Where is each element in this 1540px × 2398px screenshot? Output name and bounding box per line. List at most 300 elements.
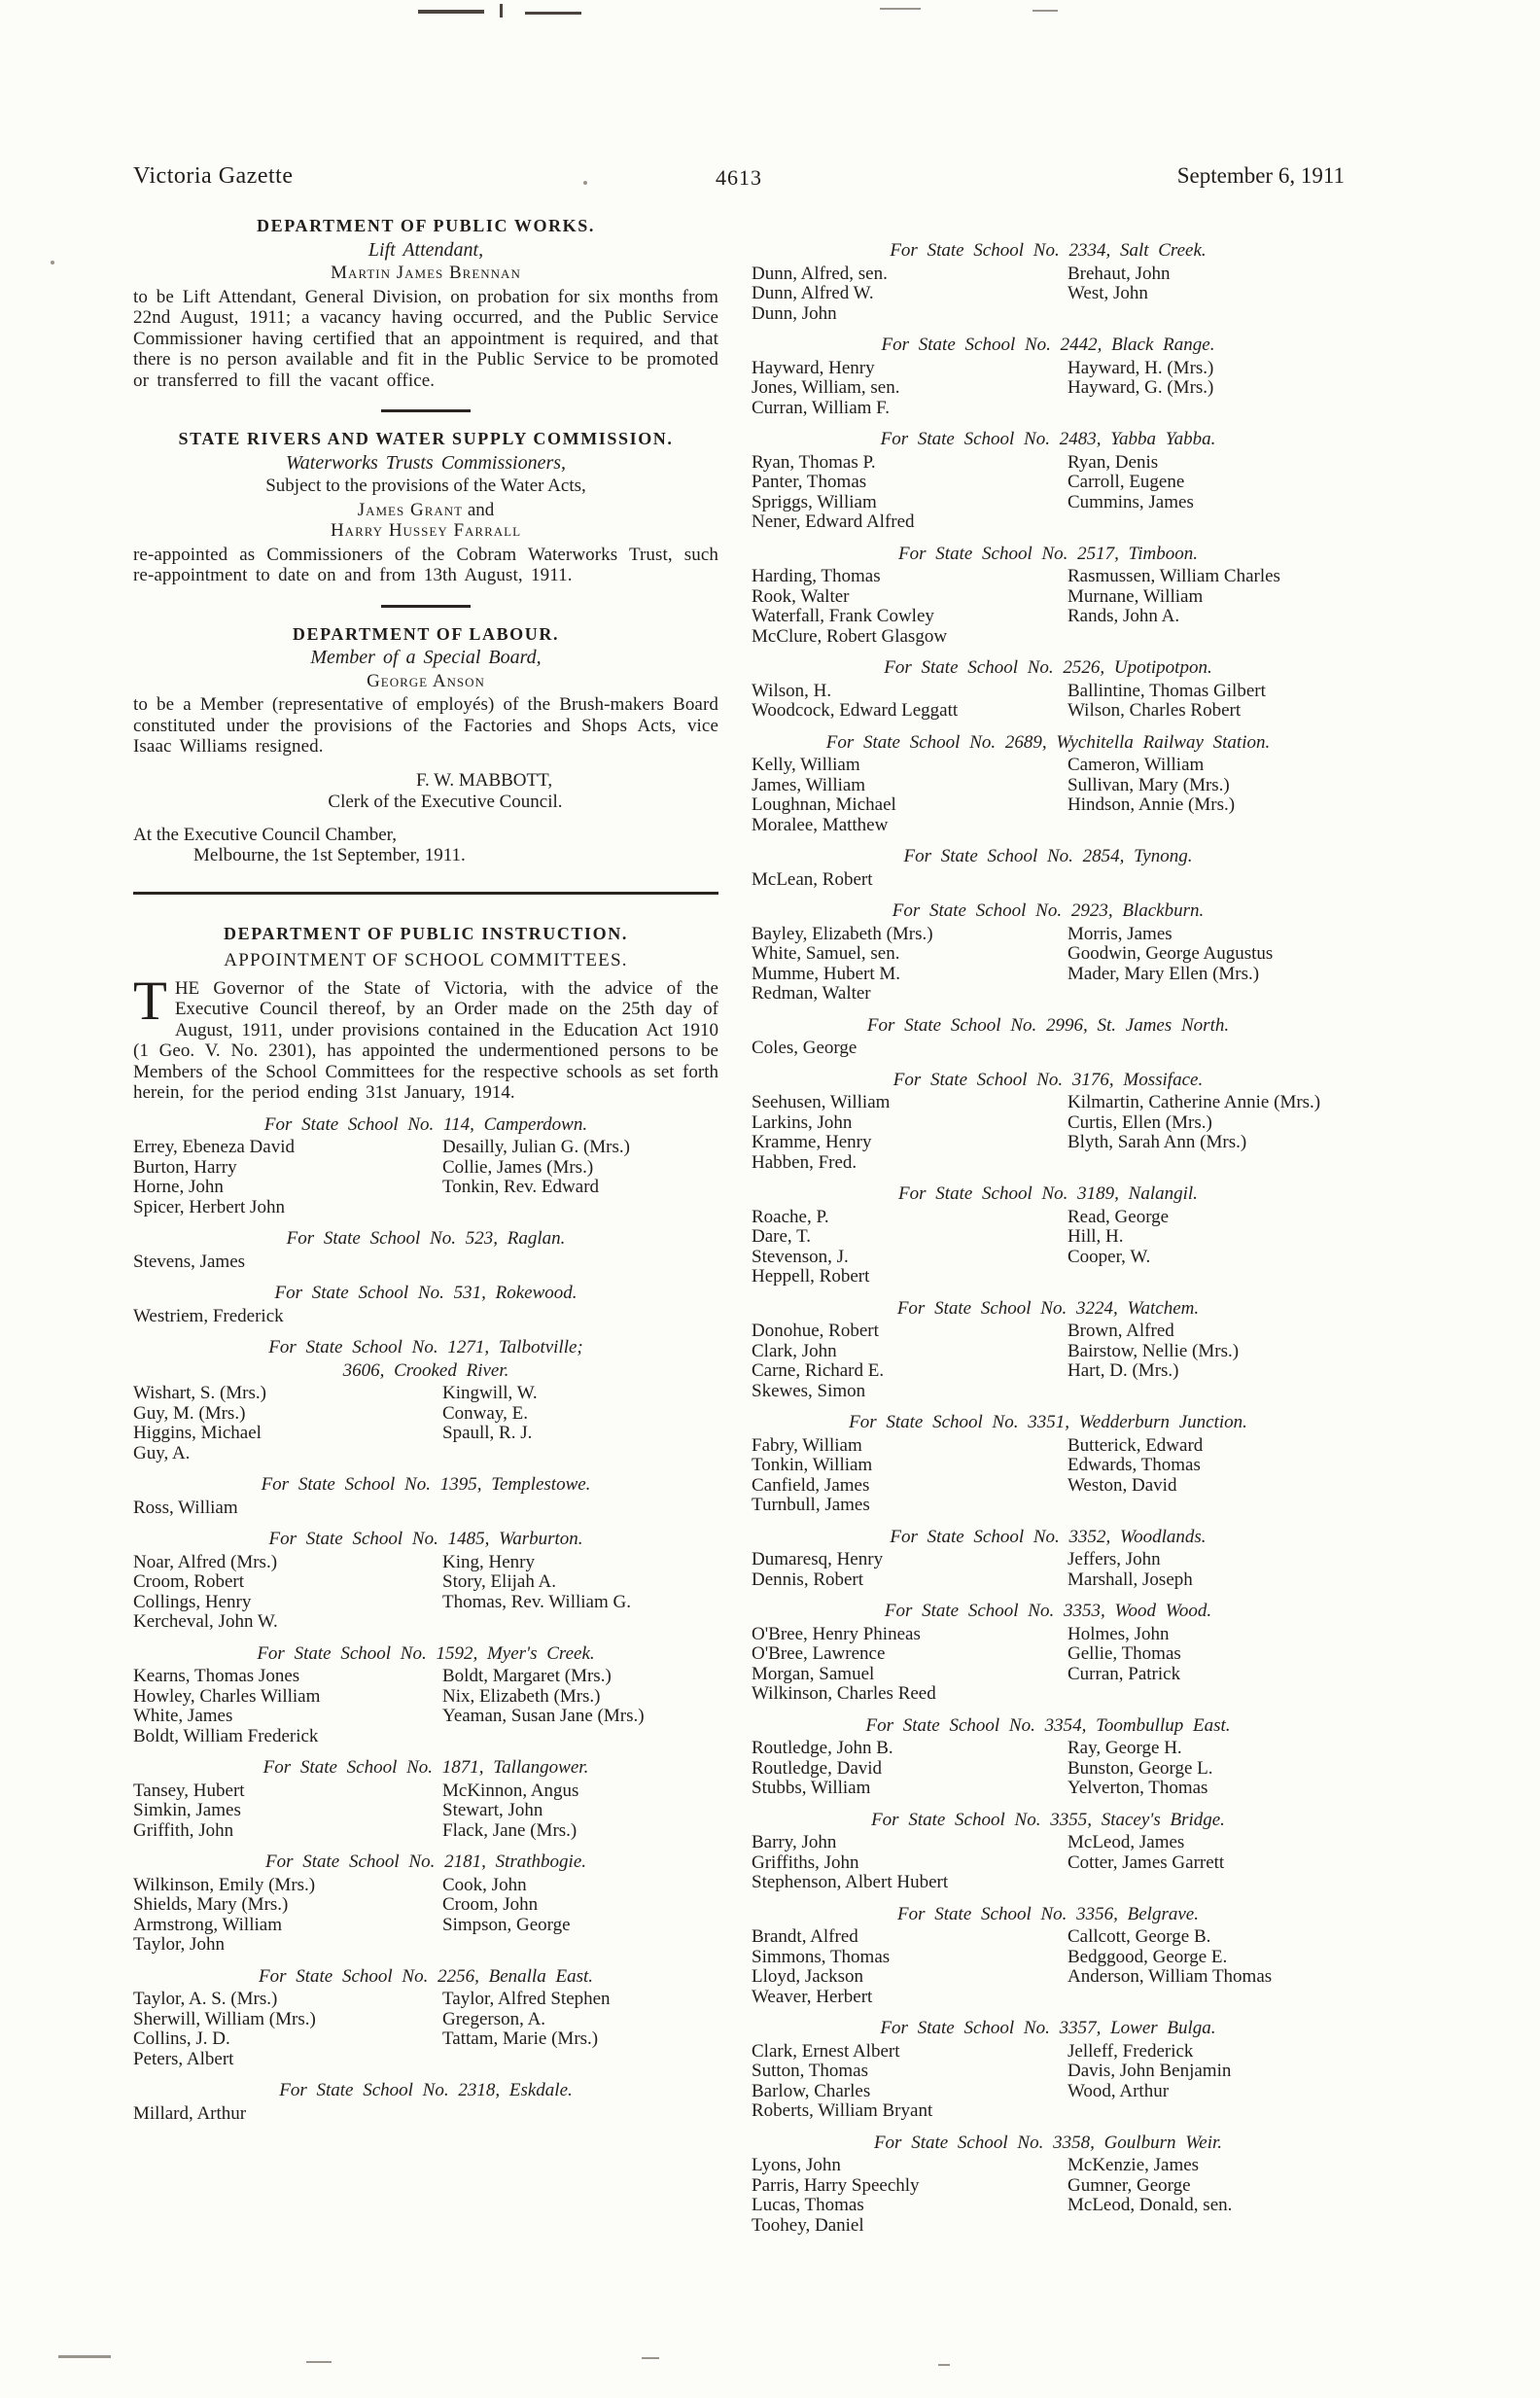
committee-member: Carroll, Eugene <box>1068 472 1185 492</box>
committee-member: Stewart, John <box>442 1800 543 1820</box>
school-heading: For State School No. 1485, Warburton. <box>268 1529 583 1549</box>
school-section <box>752 1015 1345 1059</box>
committee-member: Lloyd, Jackson <box>752 1966 864 1987</box>
committee-member: James, William <box>752 774 866 795</box>
scan-artifact <box>58 2355 111 2358</box>
committee-member: Spriggs, William <box>752 491 877 512</box>
school-heading: For State School No. 1871, Tallangower. <box>262 1757 589 1778</box>
school-heading: For State School No. 2854, Tynong. <box>903 846 1193 866</box>
committee-member: Tonkin, Rev. Edward <box>442 1177 600 1197</box>
member-col <box>133 2104 442 2125</box>
member-col <box>1068 359 1345 419</box>
committee-member: Cook, John <box>442 1874 527 1895</box>
committee-member: Dare, T. <box>752 1226 812 1247</box>
committee-member: Morris, James <box>1068 923 1172 944</box>
committee-members <box>133 1876 718 1956</box>
committee-member: Tattam, Marie (Mrs.) <box>442 2028 599 2049</box>
school-heading: For State School No. 2483, Yabba Yabba. <box>880 429 1216 449</box>
school-section <box>752 1412 1345 1516</box>
appointee-name: Harry Hussey Farrall <box>330 520 522 541</box>
committee-member: Lyons, John <box>752 2155 841 2175</box>
school-section <box>752 2133 1345 2237</box>
committee-member: Conway, E. <box>442 1402 528 1424</box>
committee-members <box>133 1499 718 1519</box>
member-col <box>442 1781 718 1842</box>
school-section <box>752 2018 1345 2122</box>
committee-member: Cameron, William <box>1068 755 1205 775</box>
committee-member: Bairstow, Nellie (Mrs.) <box>1068 1340 1240 1361</box>
committee-member: Sherwill, William (Mrs.) <box>133 2008 316 2029</box>
committee-members <box>133 1781 718 1842</box>
member-col <box>752 682 1068 722</box>
member-col <box>752 870 1068 891</box>
committee-member: Desailly, Julian G. (Mrs.) <box>442 1137 630 1157</box>
committee-member: Curran, Patrick <box>1068 1663 1181 1684</box>
committee-member: Bayley, Elizabeth (Mrs.) <box>752 923 933 944</box>
section-title: STATE RIVERS AND WATER SUPPLY COMMISSION. <box>178 429 674 448</box>
committee-members <box>133 1252 718 1273</box>
school-heading: For State School No. 2442, Black Range. <box>881 335 1215 355</box>
committee-member: Kilmartin, Catherine Annie (Mrs.) <box>1068 1092 1321 1112</box>
member-col <box>752 453 1068 533</box>
drop-cap: T <box>133 970 167 1032</box>
committee-member: Anderson, William Thomas <box>1068 1966 1273 1987</box>
committee-member: Routledge, David <box>752 1757 883 1779</box>
school-heading: For State School No. 1271, Talbotville; <box>268 1337 583 1358</box>
appointee-name: George Anson <box>367 670 485 691</box>
committee-member: Blyth, Sarah Ann (Mrs.) <box>1068 1132 1247 1152</box>
committee-member: Cotter, James Garrett <box>1068 1851 1225 1873</box>
school-list-right <box>752 240 1345 2236</box>
committee-member: Hill, H. <box>1068 1226 1124 1247</box>
section-subtitle: Lift Attendant, <box>368 238 484 261</box>
committee-member: Mader, Mary Ellen (Mrs.) <box>1068 963 1260 984</box>
member-col <box>752 1093 1068 1173</box>
member-col <box>133 1499 442 1519</box>
committee-member: Kramme, Henry <box>752 1132 872 1152</box>
member-col <box>442 1307 718 1327</box>
school-heading: For State School No. 2517, Timboon. <box>898 543 1198 564</box>
section-divider <box>381 409 471 412</box>
section-state-rivers <box>133 429 718 586</box>
school-heading: For State School No. 2923, Blackburn. <box>892 900 1205 921</box>
committee-member: West, John <box>1068 283 1148 303</box>
committee-member: Edwards, Thomas <box>1068 1455 1201 1475</box>
member-col <box>752 1322 1068 1401</box>
committee-member: Stephenson, Albert Hubert <box>752 1872 949 1892</box>
committee-member: Yeaman, Susan Jane (Mrs.) <box>442 1706 645 1726</box>
committee-member: Burton, Harry <box>133 1156 237 1178</box>
committee-members <box>752 1833 1345 1893</box>
committee-member: Dennis, Robert <box>752 1569 864 1590</box>
committee-members <box>752 682 1345 722</box>
committee-member: Croom, Robert <box>133 1571 244 1592</box>
section-subtitle: Waterworks Trusts Commissioners, <box>285 451 567 474</box>
committee-member: Rasmussen, William Charles <box>1068 566 1280 586</box>
school-heading: For State School No. 2689, Wychitella Railway Station. <box>825 731 1271 753</box>
member-col <box>133 1667 442 1746</box>
school-section <box>133 1228 718 1272</box>
school-heading: For State School No. 523, Raglan. <box>286 1228 566 1249</box>
school-heading: For State School No. 3189, Nalangil. <box>898 1183 1198 1204</box>
committee-member: Howley, Charles William <box>133 1685 321 1707</box>
section-body: re-appointed as Commissioners of the Cobram Waterworks Trust, such re-appointment to date on and from 13th August, 1911. <box>133 544 718 585</box>
scan-artifact <box>51 261 54 264</box>
committee-member: Wood, Arthur <box>1068 2080 1170 2101</box>
committee-member: Dumaresq, Henry <box>752 1549 884 1569</box>
section-body: to be Lift Attendant, General Division, on probation for six months from 22nd August, 1911; a vacancy having occurred, and the Public Service Commissioner having certified that an appointment is required, and that there is no person available and fit in the Public Service to be promoted or transferred to fill the vacant office. <box>133 286 718 391</box>
member-col <box>442 1990 718 2069</box>
school-section <box>133 1474 718 1518</box>
committee-members <box>133 2104 718 2125</box>
committee-members <box>752 567 1345 647</box>
committee-member: Roberts, William Bryant <box>752 2100 933 2121</box>
member-col <box>752 1625 1068 1705</box>
section-public-instruction <box>133 924 718 1104</box>
section-public-works <box>133 216 718 391</box>
committee-member: Kearns, Thomas Jones <box>133 1666 300 1686</box>
committee-member: Callcott, George B. <box>1068 1926 1211 1947</box>
member-col <box>752 925 1068 1005</box>
school-section <box>133 1757 718 1841</box>
member-col <box>133 1876 442 1956</box>
committee-member: Story, Elijah A. <box>442 1571 556 1592</box>
member-col <box>752 756 1068 835</box>
school-heading: For State School No. 531, Rokewood. <box>274 1283 578 1303</box>
school-section <box>752 732 1345 836</box>
committee-member: Morgan, Samuel <box>752 1663 875 1684</box>
school-section <box>752 1183 1345 1287</box>
committee-members <box>752 1436 1345 1516</box>
committee-member: King, Henry <box>442 1551 535 1572</box>
committee-members <box>752 1927 1345 2007</box>
committee-member: Griffith, John <box>133 1819 234 1841</box>
member-col <box>752 264 1068 325</box>
committee-member: Wilkinson, Charles Reed <box>752 1683 936 1704</box>
member-col <box>1068 453 1345 533</box>
committee-member: Holmes, John <box>1068 1623 1170 1644</box>
committee-member: Turnbull, James <box>752 1495 870 1515</box>
committee-member: Ballintine, Thomas Gilbert <box>1068 680 1266 701</box>
committee-member: Bedggood, George E. <box>1068 1946 1228 1967</box>
committee-member: Brandt, Alfred <box>752 1926 858 1947</box>
member-col <box>1068 1093 1345 1173</box>
committee-member: McClure, Robert Glasgow <box>752 625 948 647</box>
member-col <box>1068 925 1345 1005</box>
member-col <box>1068 682 1345 722</box>
school-section <box>752 240 1345 324</box>
committee-member: Noar, Alfred (Mrs.) <box>133 1551 278 1572</box>
committee-member: Weston, David <box>1068 1474 1177 1496</box>
committee-member: Nix, Elizabeth (Mrs.) <box>442 1685 601 1707</box>
committee-members <box>752 1625 1345 1705</box>
scan-artifact <box>525 12 581 15</box>
school-section <box>752 1070 1345 1174</box>
member-col <box>442 1138 718 1217</box>
school-heading: For State School No. 3352, Woodlands. <box>890 1526 1207 1547</box>
committee-member: Boldt, Margaret (Mrs.) <box>442 1666 612 1686</box>
committee-member: Heppell, Robert <box>752 1266 870 1287</box>
committee-member: Marshall, Joseph <box>1068 1569 1193 1590</box>
member-col <box>133 1252 442 1273</box>
section-title: DEPARTMENT OF LABOUR. <box>292 623 560 644</box>
committee-member: Tansey, Hubert <box>133 1780 245 1801</box>
school-heading: For State School No. 2256, Benalla East. <box>258 1965 593 1987</box>
committee-member: Rook, Walter <box>752 585 850 607</box>
committee-member: Brown, Alfred <box>1068 1321 1174 1341</box>
committee-member: Stevens, James <box>133 1251 246 1272</box>
committee-member: Jelleff, Frederick <box>1068 2040 1194 2062</box>
school-heading: For State School No. 1592, Myer's Creek. <box>257 1642 595 1664</box>
committee-member: Guy, M. (Mrs.) <box>133 1402 246 1424</box>
committee-member: Sutton, Thomas <box>752 2061 868 2081</box>
committee-members <box>133 1384 718 1463</box>
member-col <box>752 1436 1068 1516</box>
committee-member: Jeffers, John <box>1068 1549 1161 1569</box>
committee-member: Errey, Ebeneza David <box>133 1137 295 1157</box>
member-col <box>1068 1039 1345 1059</box>
committee-member: Hayward, H. (Mrs.) <box>1068 357 1214 378</box>
committee-member: White, Samuel, sen. <box>752 943 900 964</box>
committee-member: Westriem, Frederick <box>133 1305 284 1326</box>
committee-members <box>752 1208 1345 1287</box>
committee-member: Collie, James (Mrs.) <box>442 1156 594 1178</box>
school-section <box>752 657 1345 722</box>
school-heading: For State School No. 3351, Wedderburn Junction. <box>849 1412 1247 1432</box>
committee-member: Yelverton, Thomas <box>1068 1778 1208 1798</box>
committee-member: Goodwin, George Augustus <box>1068 943 1274 964</box>
member-col <box>1068 567 1345 647</box>
committee-member: Millard, Arthur <box>133 2102 247 2124</box>
committee-member: Shields, Mary (Mrs.) <box>133 1894 289 1915</box>
committee-member: Boldt, William Frederick <box>133 1725 319 1746</box>
committee-member: Stevenson, J. <box>752 1246 849 1267</box>
committee-member: Sullivan, Mary (Mrs.) <box>1068 774 1230 795</box>
committee-member: Skewes, Simon <box>752 1380 866 1401</box>
committee-member: Ryan, Denis <box>1068 451 1159 473</box>
committee-member: Lucas, Thomas <box>752 2195 864 2215</box>
scan-artifact <box>642 2357 659 2359</box>
school-section <box>752 335 1345 418</box>
member-col <box>442 1876 718 1956</box>
section-labour <box>133 624 718 866</box>
school-section <box>133 1114 718 1218</box>
scan-artifact <box>500 4 503 18</box>
committee-member: Wilson, H. <box>752 680 832 701</box>
committee-member: O'Bree, Henry Phineas <box>752 1623 921 1644</box>
committee-member: Stubbs, William <box>752 1778 871 1798</box>
committee-member: Flack, Jane (Mrs.) <box>442 1819 578 1841</box>
school-heading: For State School No. 114, Camperdown. <box>263 1113 588 1135</box>
committee-member: Dunn, Alfred W. <box>752 283 874 303</box>
signature-name: F. W. MABBOTT, <box>415 769 553 791</box>
committee-member: Mumme, Hubert M. <box>752 963 901 984</box>
member-col <box>1068 756 1345 835</box>
committee-member: Peters, Albert <box>133 2048 234 2069</box>
committee-members <box>752 1093 1345 1173</box>
committee-member: White, James <box>133 1706 233 1726</box>
committee-member: Habben, Fred. <box>752 1151 858 1173</box>
committee-members <box>752 925 1345 1005</box>
committee-member: Larkins, John <box>752 1111 853 1133</box>
school-section <box>133 1529 718 1633</box>
section-subtitle: APPOINTMENT OF SCHOOL COMMITTEES. <box>224 950 628 970</box>
school-section <box>752 900 1345 1005</box>
committee-member: McLeod, James <box>1068 1832 1185 1852</box>
committee-member: Kelly, William <box>752 755 860 775</box>
committee-member: McLean, Robert <box>752 868 873 890</box>
school-section <box>752 1904 1345 2008</box>
issue-date: September 6, 1911 <box>1176 163 1345 188</box>
committee-member: Toohey, Daniel <box>752 2214 864 2236</box>
committee-member: Ross, William <box>133 1497 238 1518</box>
committee-member: O'Bree, Lawrence <box>752 1643 886 1664</box>
school-section <box>752 1715 1345 1799</box>
committee-member: Read, George <box>1068 1206 1170 1227</box>
committee-member: Loughnan, Michael <box>752 794 896 815</box>
committee-member: Wishart, S. (Mrs.) <box>133 1383 266 1403</box>
section-title: DEPARTMENT OF PUBLIC WORKS. <box>257 216 595 235</box>
committee-member: McLeod, Donald, sen. <box>1068 2195 1233 2215</box>
instruction-intro: THE Governor of the State of Victoria, with the advice of the Executive Council thereof, by an Order made on the 25th day of August, 1911, under provisions contained in the Education Act 1910 (1 Geo. V. No. 2301), has appointed the undermentioned persons to be Members of the School Committees for the respective schools as set forth herein, for the period ending 31st January, 1914. <box>133 970 718 1103</box>
member-col <box>133 1138 442 1217</box>
school-section <box>133 1851 718 1956</box>
committee-member: Bunston, George L. <box>1068 1757 1213 1779</box>
committee-member: Kingwill, W. <box>442 1383 538 1403</box>
committee-member: Tonkin, William <box>752 1455 873 1475</box>
committee-member: Clark, John <box>752 1340 837 1361</box>
scan-artifact <box>418 10 484 14</box>
committee-member: Clark, Ernest Albert <box>752 2040 900 2062</box>
committee-members <box>752 2042 1345 2122</box>
member-col <box>1068 2156 1345 2236</box>
school-heading: For State School No. 1395, Templestowe. <box>261 1474 591 1495</box>
committee-member: Ryan, Thomas P. <box>752 451 876 473</box>
member-col <box>442 1499 718 1519</box>
member-col <box>442 1553 718 1633</box>
member-col <box>1068 2042 1345 2122</box>
committee-member: Weaver, Herbert <box>752 1986 873 2007</box>
member-col <box>752 1833 1068 1893</box>
member-col <box>752 1039 1068 1059</box>
school-section <box>752 544 1345 648</box>
school-section <box>752 1298 1345 1402</box>
school-section <box>752 1810 1345 1893</box>
committee-member: Canfield, James <box>752 1474 870 1496</box>
committee-member: Harding, Thomas <box>752 566 881 586</box>
member-col <box>1068 1322 1345 1401</box>
subject-line: Subject to the provisions of the Water Acts, <box>265 476 586 496</box>
committee-member: Rands, John A. <box>1068 606 1180 626</box>
committee-member: Redman, Walter <box>752 983 871 1004</box>
member-col <box>1068 1436 1345 1516</box>
scan-artifact <box>938 2364 950 2366</box>
member-col <box>1068 264 1345 325</box>
member-col <box>752 1739 1068 1799</box>
school-heading: For State School No. 2526, Upotipotpon. <box>884 657 1212 678</box>
committee-members <box>133 1138 718 1217</box>
school-heading: For State School No. 3358, Goulburn Weir. <box>873 2132 1223 2153</box>
section-subtitle: Member of a Special Board, <box>310 647 542 668</box>
committee-member: Hindson, Annie (Mrs.) <box>1068 794 1236 815</box>
appointee-name: Martin James Brennan <box>331 263 521 283</box>
member-col <box>1068 1625 1345 1705</box>
committee-member: Panter, Thomas <box>752 472 867 492</box>
scan-artifact <box>306 2361 332 2363</box>
school-list-left <box>133 1114 718 2125</box>
committee-member: Ray, George H. <box>1068 1738 1182 1758</box>
appointee-name: James Grant and <box>357 499 495 520</box>
committee-member: Hart, D. (Mrs.) <box>1068 1360 1179 1381</box>
school-heading: For State School No. 3357, Lower Bulga. <box>880 2018 1216 2038</box>
committee-member: Dunn, John <box>752 302 837 324</box>
committee-members <box>752 1739 1345 1799</box>
committee-members <box>752 756 1345 835</box>
committee-member: Murnane, William <box>1068 585 1204 607</box>
signature-role: Clerk of the Executive Council. <box>328 792 563 812</box>
committee-member: Armstrong, William <box>133 1914 282 1935</box>
section-title: DEPARTMENT OF PUBLIC INSTRUCTION. <box>224 923 628 943</box>
committee-member: Guy, A. <box>133 1442 191 1463</box>
school-section <box>752 1601 1345 1705</box>
committee-member: Barlow, Charles <box>752 2080 871 2101</box>
section-divider-long <box>133 892 718 895</box>
left-column <box>133 216 718 2124</box>
member-col <box>442 1667 718 1746</box>
committee-member: Spaull, R. J. <box>442 1423 533 1443</box>
committee-member: Dunn, Alfred, sen. <box>752 263 888 284</box>
member-col <box>752 1208 1068 1287</box>
committee-members <box>752 2156 1345 2236</box>
committee-members <box>133 1553 718 1633</box>
committee-member: Nener, Edward Alfred <box>752 511 915 532</box>
committee-member: Wilson, Charles Robert <box>1068 700 1242 721</box>
committee-members <box>133 1990 718 2069</box>
committee-members <box>752 264 1345 325</box>
committee-member: Roache, P. <box>752 1206 829 1227</box>
member-col <box>752 567 1068 647</box>
school-heading-line2: 3606, Crooked River. <box>342 1359 509 1381</box>
committee-members <box>752 1039 1345 1059</box>
committee-member: Taylor, Alfred Stephen <box>442 1989 611 2009</box>
committee-members <box>752 453 1345 533</box>
committee-members <box>133 1667 718 1746</box>
committee-member: Simmons, Thomas <box>752 1946 891 1967</box>
school-heading: For State School No. 3176, Mossiface. <box>892 1069 1204 1090</box>
section-divider <box>381 605 471 608</box>
member-col <box>1068 1208 1345 1287</box>
school-heading: For State School No. 2318, Eskdale. <box>279 2080 573 2100</box>
school-section <box>133 1337 718 1463</box>
member-col <box>1068 1739 1345 1799</box>
committee-member: Higgins, Michael <box>133 1423 262 1443</box>
member-col <box>133 1781 442 1842</box>
committee-member: Fabry, William <box>752 1434 862 1456</box>
masthead <box>133 163 1345 196</box>
member-col <box>1068 1833 1345 1893</box>
school-heading: For State School No. 3224, Watchem. <box>896 1297 1200 1319</box>
committee-member: Parris, Harry Speechly <box>752 2174 920 2196</box>
committee-member: Thomas, Rev. William G. <box>442 1591 631 1612</box>
committee-member: Gregerson, A. <box>442 2008 546 2029</box>
committee-members <box>752 870 1345 891</box>
section-body: to be a Member (representative of employés) of the Brush-makers Board constituted under the provisions of the Factories and Shops Acts, vice Isaac Williams resigned. <box>133 694 718 757</box>
school-section <box>133 1966 718 2070</box>
committee-member: Moralee, Matthew <box>752 814 889 835</box>
member-col <box>133 1990 442 2069</box>
school-heading: For State School No. 3353, Wood Wood. <box>884 1601 1212 1621</box>
member-col <box>442 1252 718 1273</box>
